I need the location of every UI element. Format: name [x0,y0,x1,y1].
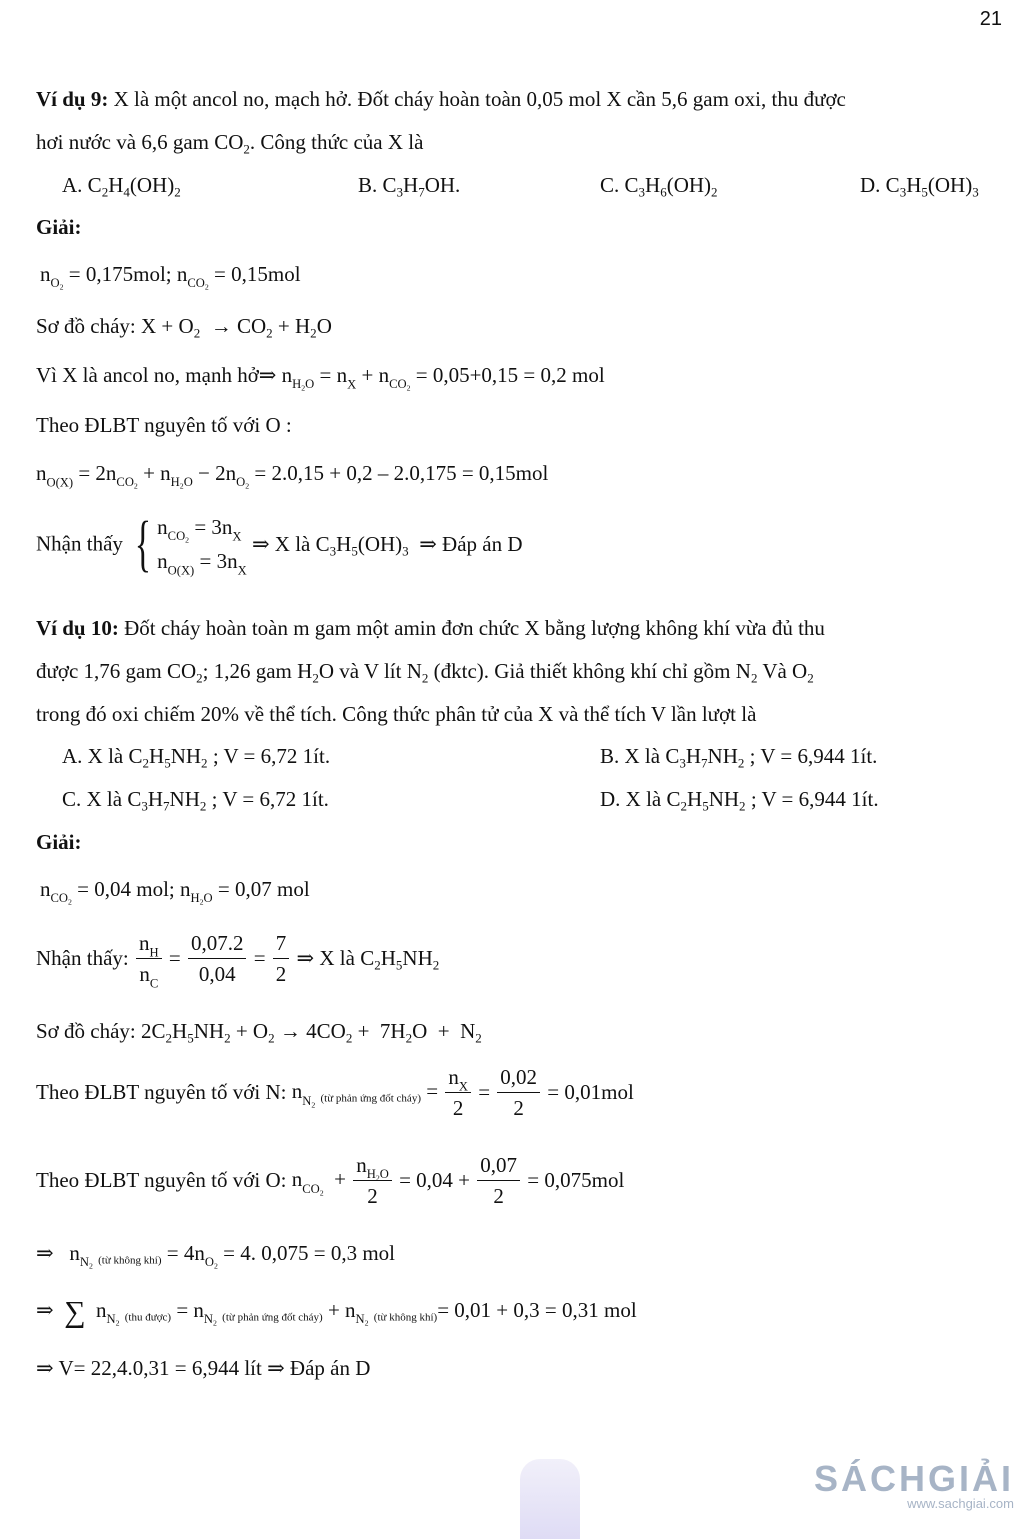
ex10-sol-line6: ⇒ $n_{N_2}$ (từ không khí) = $4n_{O_2} = 4$. 0,075 = 0,3 mol [36,1241,395,1272]
ex9-sol-line3: Vì X là ancol no, mạnh hở⇒ $n_{H_2O} = n_X + n_{CO_2} = 0,05+0,15 = 0,2$ mol [36,363,605,394]
ex10-sol-line2: Nhận thấy: $\frac{n_H}{n_C}$ = $\frac{0,07.2}{0,04}$ = $\frac{7}{2}$ ⇒ X là $C_2H_5NH_2$ [36,928,439,989]
fraction-7-2: $\frac{7}{2}$ [273,928,290,989]
fraction-002-2: $\frac{0,02}{2}$ [497,1062,540,1123]
ex10-sol-line4: Theo ĐLBT nguyên tố với N: $n_{N_2}$ (từ phản ứng đốt cháy) = $\frac{n_X}{2}$ = $\frac{0,02}{2}$ = 0,01mol [36,1062,634,1123]
ex10-option-c: C. X là $C_3H_7NH_2$ ; V = 6,72 1ít. [62,787,329,814]
page-number: 21 [979,8,1002,30]
ex9-option-c: C. $C_3H_6(OH)_2$ [600,173,718,200]
watermark [814,1458,1014,1511]
ex10-question-line3: trong đó oxi chiếm 20% về thể tích. Công thức phân tử của X và thể tích V lần lượt là [36,702,757,726]
ex10-question-line2: được 1,76 gam $CO_2$; 1,26 gam $H_2O$ và V lít $N_2$ (đktc). Giả thiết không khí chỉ gồm $N_2$ Và $O_2$ [36,659,814,686]
watermark-logo: SÁCHGIẢI [813,1458,1014,1499]
ex10-question-line1: Ví dụ 10: Đốt cháy hoàn toàn m gam một amin đơn chức X bằng lượng không khí vừa đủ thu [36,616,825,640]
ex10-sol-line3: Sơ đồ cháy: $2C_2H_5NH_2 + O_2 \to 4CO_2 + 7H_2O + N_2$ [36,1019,482,1046]
ex10-option-a: A. X là $C_2H_5NH_2$ ; V = 6,72 1ít. [62,744,331,771]
ex9-sol-line4: Theo ĐLBT nguyên tố với O : [36,413,292,437]
ex9-solution-label: Giải: [36,215,82,239]
ex10-label: Ví dụ 10: [36,616,119,640]
ex10-solution-label: Giải: [36,830,82,854]
ex9-option-b: B. $C_3H_7OH$. [358,173,461,200]
watermark-site: www.sachgiai.com [907,1496,1014,1511]
fraction-nh-nc: $\frac{n_H}{n_C}$ [136,928,162,989]
ex9-sol-line5: $n_{O(X)} = 2n_{CO_2} + n_{H_2O} - 2n_{O_2} = 2.0,15 + 0,2 - 2.0,175 = 0,15mol$ [36,461,549,492]
fraction-nx-2: $\frac{n_X}{2}$ [445,1062,471,1123]
ex10-option-b: B. X là $C_3H_7NH_2$ ; V = 6,944 1ít. [600,744,878,771]
ex10-option-d: D. X là $C_2H_5NH_2$ ; V = 6,944 1ít. [600,787,879,814]
decorative-shape [520,1459,580,1539]
ex9-sol-line2: Sơ đồ cháy: $X + O_2 \to CO_2 + H_2O$ [36,314,332,341]
ex10-sol-line8: ⇒ V= 22,4.0,31 = 6,944 lít ⇒ Đáp án D [36,1356,371,1380]
ex10-sol-line1: $n_{CO_2} = 0,04$ mol; $n_{H_2O} = 0,07$ mol [40,877,310,908]
fraction-nh2o-2: $\frac{n_{H_2O}}{2}$ [353,1150,392,1211]
ex10-sol-line7: ⇒ ∑ $n_{N_2}$ (thu được) = $n_{N_2}$ (từ phản ứng đốt cháy) + $n_{N_2}$ (từ không khí)= 0,01 + 0,3 = 0,31 mol [36,1295,637,1329]
ex9-label: Ví dụ 9: [36,87,109,111]
ex9-option-d: D. $C_3H_5(OH)_3$ [860,173,979,200]
ex9-question-line1: Ví dụ 9: X là một ancol no, mạch hở. Đốt cháy hoàn toàn 0,05 mol X cần 5,6 gam oxi, thu được [36,87,846,111]
fraction-007: $\frac{0,07.2}{0,04}$ [188,928,247,989]
ex9-option-a: A. $C_2H_4(OH)_2$ [62,173,181,200]
equation-system: $n_{CO_2} = 3n_X$ $n_{O(X)} = 3n_X$ [157,515,247,578]
sum-icon: ∑ [64,1295,86,1329]
ex9-question-line2: hơi nước và 6,6 gam $CO_2$. Công thức của X là [36,130,424,157]
brace-icon: { [134,510,152,578]
fraction-007-2: $\frac{0,07}{2}$ [477,1150,520,1211]
ex10-sol-line5: Theo ĐLBT nguyên tố với O: $n_{CO_2}$ + $\frac{n_{H_2O}}{2}$ = 0,04 + $\frac{0,07}{2}$ = 0,075mol [36,1150,624,1211]
ex9-sol-line1: $n_{O_2} = 0,175mol$; $n_{CO_2} = 0,15mol$ [40,262,301,293]
ex9-sol-line6: Nhận thấy { $n_{CO_2} = 3n_X$ $n_{O(X)} = 3n_X$ ⇒ X là $C_3H_5(OH)_3$ ⇒ Đáp án D [36,510,523,578]
